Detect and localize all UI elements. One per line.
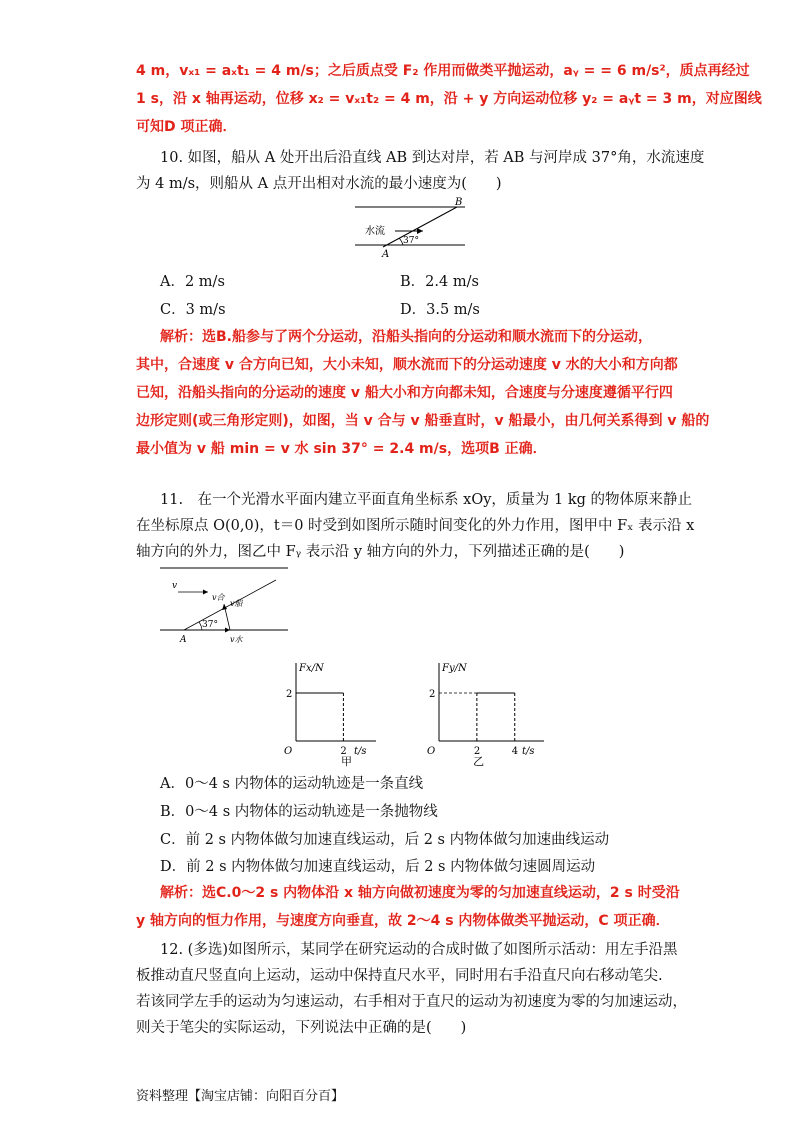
- q10-solution-line-3: 已知，沿船头指向的分运动的速度 v 船大小和方向都未知，合速度与分速度遵循平行四: [136, 385, 673, 401]
- q11-option-a[interactable]: A．0～4 s 内物体的运动轨迹是一条直线: [160, 776, 424, 792]
- origin-label: O: [284, 746, 293, 757]
- x-tick-label: 2: [473, 746, 481, 757]
- chart-caption: 乙: [473, 755, 485, 767]
- q12-stem-line-4: 则关于笔尖的实际运动，下列说法中正确的是( ): [136, 1020, 467, 1036]
- prev-solution-line-1: 4 m，vₓ₁ = aₓt₁ = 4 m/s；之后质点受 F₂ 作用而做类平抛运动，aᵧ = = 6 m/s²，质点再经过: [136, 63, 750, 79]
- label-a-point: A: [180, 635, 187, 644]
- q10-option-d[interactable]: D．3.5 m/s: [400, 302, 480, 318]
- chart-fy-yi: [425, 655, 550, 767]
- q10-solution-line-4: 边形定则(或三角形定则)，如图，当 v 合与 v 船垂直时，v 船最小，由几何关系得到 v 船的: [136, 413, 710, 429]
- q12-stem-line-3: 若该同学左手的运动为匀速运动，右手相对于直尺的运动为初速度为零的匀加速运动，: [136, 994, 687, 1010]
- label-angle: 37°: [403, 236, 419, 246]
- x-axis-label: t/s: [522, 746, 535, 757]
- label-angle-37: 37°: [202, 620, 218, 630]
- label-v: v: [172, 581, 178, 591]
- prev-solution-line-2: 1 s，沿 x 轴再运动，位移 x₂ = vₓ₁t₂ = 4 m，沿 + y 方向运动位移 y₂ = aᵧt = 3 m，对应图线: [136, 91, 762, 107]
- y-axis-label: Fy/N: [442, 663, 467, 674]
- label-v-water: v水: [230, 635, 243, 644]
- y-tick-label: 2: [429, 689, 436, 700]
- label-b: B: [455, 197, 463, 208]
- origin-label: O: [427, 746, 436, 757]
- q11-stem-line-2: 在坐标原点 O(0,0)，t＝0 时受到如图所示随时间变化的外力作用，图甲中 Fₓ 表示沿 x: [136, 518, 695, 534]
- label-a: A: [382, 249, 390, 260]
- q10-stem-line-2: 为 4 m/s，则船从 A 点开出相对水流的最小速度为( ): [136, 176, 502, 192]
- label-water-flow: 水流: [365, 226, 385, 237]
- q12-stem-line-1: 12. (多选)如图所示，某同学在研究运动的合成时做了如图所示活动：用左手沿黑: [160, 942, 678, 958]
- label-v-resultant: v合: [212, 593, 225, 602]
- y-axis-label: Fx/N: [299, 663, 324, 674]
- chart-fx-jia: [282, 655, 382, 767]
- prev-solution-line-3: 可知D 项正确．: [136, 119, 237, 135]
- q11-solution-line-2: y 轴方向的恒力作用，与速度方向垂直，故 2～4 s 内物体做类平抛运动，C 项正确．: [136, 913, 670, 929]
- q10-option-c[interactable]: C．3 m/s: [160, 302, 226, 318]
- footer-source: 资料整理【淘宝店铺：向阳百分百】: [136, 1089, 345, 1104]
- q11-option-c[interactable]: C．前 2 s 内物体做匀加速直线运动，后 2 s 内物体做匀加速曲线运动: [160, 832, 610, 848]
- chart-caption: 甲: [341, 755, 353, 767]
- q10-stem-line-1: 10. 如图，船从 A 处开出后沿直线 AB 到达对岸，若 AB 与河岸成 37°角，水流速度: [160, 150, 705, 166]
- y-tick-label: 2: [286, 689, 293, 700]
- q11-option-b[interactable]: B．0～4 s 内物体的运动轨迹是一条抛物线: [160, 804, 438, 820]
- q12-stem-line-2: 板推动直尺竖直向上运动，运动中保持直尺水平，同时用右手沿直尺向右移动笔尖.: [136, 968, 663, 984]
- x-tick-label: 2: [340, 746, 347, 757]
- q10-river-figure: [355, 195, 475, 260]
- q11-stem-line-3: 轴方向的外力，图乙中 Fᵧ 表示沿 y 轴方向的外力，下列描述正确的是( ): [136, 544, 625, 560]
- x-tick-label: 4: [511, 746, 519, 757]
- q11-option-d[interactable]: D．前 2 s 内物体做匀加速直线运动，后 2 s 内物体做匀速圆周运动: [160, 859, 596, 875]
- q11-solution-line-1: 解析：选C.0～2 s 内物体沿 x 轴方向做初速度为零的匀加速直线运动，2 s 时受沿: [160, 885, 680, 901]
- x-axis-label: t/s: [354, 746, 367, 757]
- q11-stem-line-1: 11. 在一个光滑水平面内建立平面直角坐标系 xOy，质量为 1 kg 的物体原来静止: [160, 492, 693, 508]
- q10-solution-line-1: 解析：选B.船参与了两个分运动，沿船头指向的分运动和顺水流而下的分运动，: [160, 329, 652, 345]
- q10-solution-line-5: 最小值为 v 船 min = v 水 sin 37° = 2.4 m/s，选项B 正确．: [136, 441, 547, 457]
- q10-solution-line-2: 其中，合速度 v 合方向已知，大小未知，顺水流而下的分运动速度 v 水的大小和方向都: [136, 357, 678, 373]
- label-v-boat: v船: [230, 599, 243, 608]
- q11-velocity-figure: [160, 566, 290, 644]
- q10-option-b[interactable]: B．2.4 m/s: [400, 274, 479, 290]
- q10-option-a[interactable]: A．2 m/s: [160, 274, 225, 290]
